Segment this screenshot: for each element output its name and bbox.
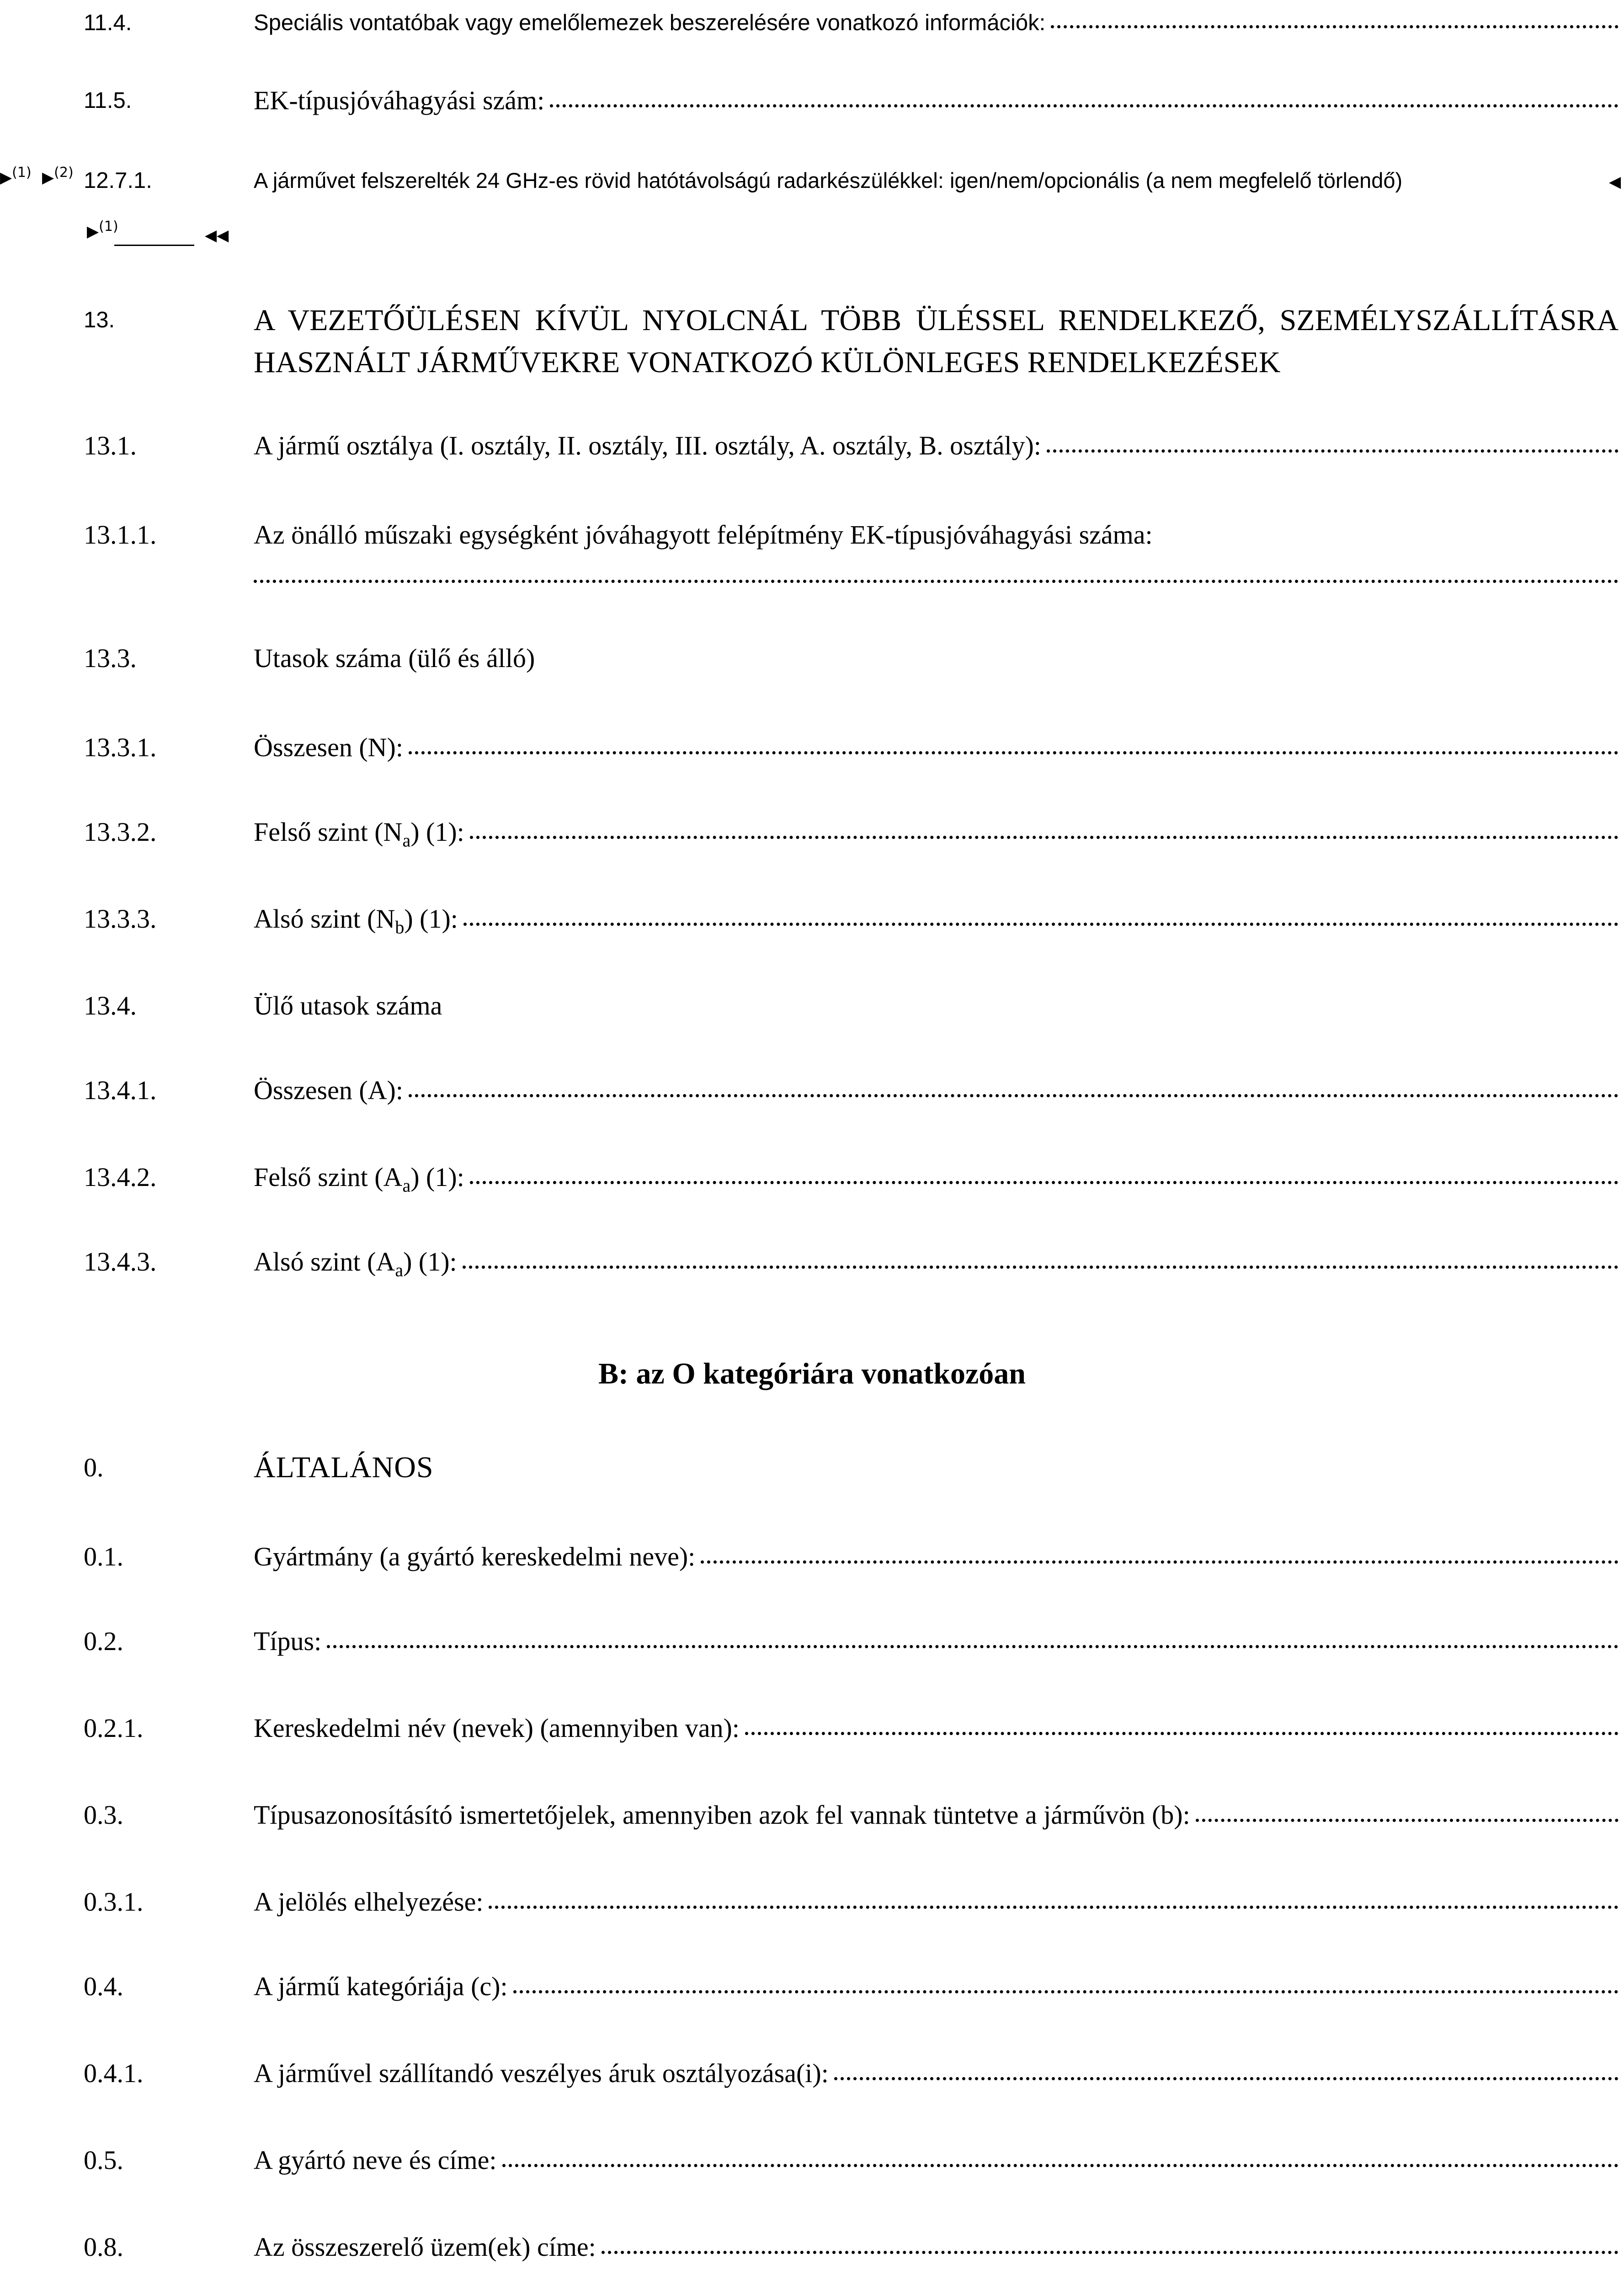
item-label: Kereskedelmi név (nevek) (amennyiben van):: [254, 1713, 740, 1743]
item-number: 13.1.1.: [84, 520, 157, 550]
section-heading: ÁLTALÁNOS: [254, 1451, 434, 1484]
row-13-4-2: [0, 1154, 1624, 1200]
amendment-start-marker-icon: ▶(1): [0, 165, 32, 187]
item-label: Utasok száma (ülő és álló): [254, 643, 535, 673]
fill-line[interactable]: [470, 1181, 1619, 1184]
item-number: 12.7.1.: [84, 168, 152, 193]
fill-line[interactable]: [1196, 1819, 1619, 1822]
item-label: Speciális vontatóbak vagy emelőlemezek beszerelésére vonatkozó információk:: [254, 11, 1046, 35]
item-number: 0.3.: [84, 1800, 123, 1830]
fill-line[interactable]: [409, 1094, 1619, 1097]
fill-line[interactable]: [701, 1560, 1619, 1564]
deleted-text-line: [114, 245, 194, 246]
fill-line[interactable]: [327, 1645, 1619, 1648]
row-13-4: [0, 983, 1624, 1029]
item-number: 13.3.2.: [84, 817, 157, 847]
fill-line[interactable]: [602, 2251, 1619, 2254]
item-label: Összesen (N):: [254, 732, 403, 762]
item-number: 13.4.2.: [84, 1162, 157, 1192]
item-label: A jármű kategóriája (c):: [254, 1971, 508, 2001]
item-number: 13.4.: [84, 991, 137, 1020]
section-b-title: B: az O kategóriára vonatkozóan: [598, 1357, 1026, 1390]
fill-line[interactable]: [513, 1990, 1619, 1993]
row-13-3-2: [0, 809, 1624, 855]
amendment-start-marker-icon: ▶(1): [87, 219, 118, 241]
item-label: Felső szint $(N_a)$ (1):: [254, 817, 464, 851]
row-0-2-1: [0, 1705, 1624, 1751]
row-11-5: [0, 78, 1624, 123]
item-label: Típus:: [254, 1626, 322, 1656]
item-number: 0.: [84, 1453, 104, 1482]
item-label: A jelölés elhelyezése:: [254, 1887, 484, 1917]
row-12-7-1: [0, 158, 1624, 203]
item-label: A járművet felszerelték 24 GHz-es rövid hatótávolságú radarkészülékkel: igen/nem/opcionális (a nem megfelelő törlendő): [254, 168, 1403, 192]
item-label: EK-típusjóváhagyási szám:: [254, 85, 545, 115]
item-label: Összesen (A):: [254, 1075, 403, 1105]
row-13-1-1: [0, 512, 1624, 558]
row-0-5: [0, 2137, 1624, 2183]
item-number: 11.4.: [84, 11, 132, 35]
item-number: 13.4.3.: [84, 1247, 157, 1277]
fill-line[interactable]: [254, 580, 1619, 583]
item-label: Felső szint $(A_a)$ (1):: [254, 1162, 464, 1196]
item-number: 11.5.: [84, 88, 132, 113]
fill-line[interactable]: [1051, 25, 1619, 28]
item-label: Az összeszerelő üzem(ek) címe:: [254, 2232, 596, 2262]
item-number: 13.3.1.: [84, 732, 157, 762]
fill-line[interactable]: [463, 1266, 1619, 1269]
fill-line[interactable]: [470, 836, 1619, 839]
row-13-1: [0, 423, 1624, 469]
row-11-4: [0, 0, 1624, 46]
item-number: 0.4.: [84, 1971, 123, 2001]
fill-line[interactable]: [745, 1732, 1619, 1735]
item-label: Ülő utasok száma: [254, 991, 442, 1020]
item-label: Alsó szint $(N_b)$ (1):: [254, 904, 458, 938]
item-label: A jármű osztálya (I. osztály, II. osztály, III. osztály, A. osztály, B. osztály):: [254, 431, 1041, 460]
item-number: 0.2.: [84, 1626, 123, 1656]
row-0-4: [0, 1964, 1624, 2009]
item-number: 0.5.: [84, 2145, 123, 2175]
item-number: 13.3.3.: [84, 904, 157, 934]
fill-line[interactable]: [489, 1906, 1619, 1909]
row-13-3-3: [0, 896, 1624, 942]
fill-line[interactable]: [463, 923, 1619, 926]
item-label: A gyártó neve és címe:: [254, 2145, 497, 2175]
row-0-3: [0, 1792, 1624, 1838]
row-0-4-1: [0, 2051, 1624, 2096]
amendment-end-marker-icon: ◀◀: [205, 226, 229, 245]
item-label: A járművel szállítandó veszélyes áruk osztályozása(i):: [254, 2058, 829, 2088]
row-0: [0, 1445, 1624, 1490]
section-heading-13: A VEZETŐÜLÉSEN KÍVÜL NYOLCNÁL TÖBB ÜLÉSSEL RENDELKEZŐ, SZEMÉLYSZÁLLÍTÁSRA HASZNÁLT JÁRMŰVEKRE VONATKOZÓ KÜLÖNLEGES RENDELKEZÉSEK: [254, 304, 1619, 379]
fill-line[interactable]: [550, 104, 1619, 107]
item-label: Típusazonosításító ismertetőjelek, amennyiben azok fel vannak tüntetve a járművön (b):: [254, 1800, 1190, 1830]
item-number: 13.4.1.: [84, 1075, 157, 1105]
item-number: 13.: [84, 308, 115, 332]
item-label: Az önálló műszaki egységként jóváhagyott felépítmény EK-típusjóváhagyási száma:: [254, 520, 1153, 550]
row-0-1: [0, 1534, 1624, 1580]
row-13-3: [0, 636, 1624, 681]
item-number: 0.1.: [84, 1542, 123, 1571]
item-number: 0.8.: [84, 2232, 123, 2262]
amendment-start-marker-icon: ▶(2): [42, 165, 74, 187]
fill-line[interactable]: [834, 2077, 1619, 2080]
row-0-2: [0, 1618, 1624, 1664]
item-number: 0.2.1.: [84, 1713, 144, 1743]
fill-line[interactable]: [502, 2164, 1619, 2167]
item-label: Gyártmány (a gyártó kereskedelmi neve):: [254, 1542, 696, 1571]
row-13-3-1: [0, 725, 1624, 770]
item-number: 0.3.1.: [84, 1887, 144, 1917]
amendment-end-marker-icon: ◀: [1609, 173, 1621, 191]
fill-line[interactable]: [1047, 449, 1619, 453]
item-number: 0.4.1.: [84, 2058, 144, 2088]
row-13-4-3: [0, 1239, 1624, 1285]
item-number: 13.1.: [84, 431, 137, 460]
row-13-4-1: [0, 1068, 1624, 1113]
item-label: Alsó szint $(A_a)$ (1):: [254, 1247, 457, 1281]
item-number: 13.3.: [84, 643, 137, 673]
row-0-3-1: [0, 1879, 1624, 1925]
fill-line[interactable]: [409, 751, 1619, 754]
row-0-8: [0, 2224, 1624, 2270]
